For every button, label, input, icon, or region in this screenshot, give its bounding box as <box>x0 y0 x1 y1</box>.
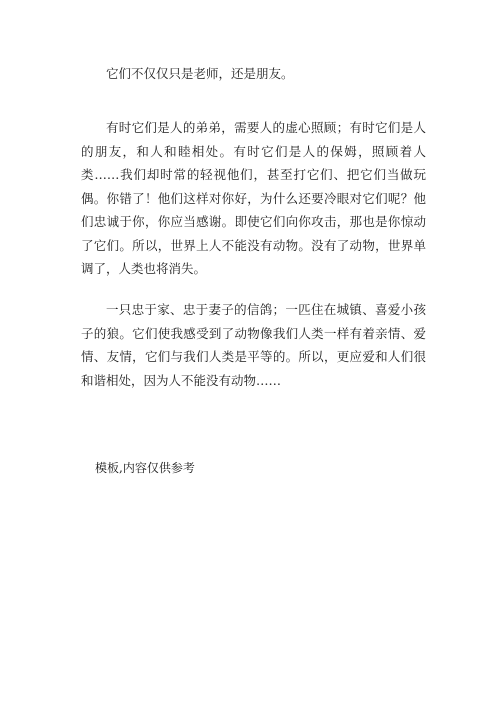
template-footer-note: 模板,内容仅供参考 <box>95 461 195 475</box>
paragraph-2: 有时它们是人的弟弟，需要人的虚心照顾；有时它们是人的朋友，和人和睦相处。有时它们是人的保姆，照顾着人类……我们却时常的轻视他们，甚至打它们、把它们当做玩偶。你错了！他们这样对你好，为什么还要冷眼对它们呢？他们忠诚于你，你应当感谢。即使它们向你攻击，那也是你惊动了它们。所以，世界上人不能没有动物。没有了动物，世界单调了，人类也将消失。 <box>81 120 426 276</box>
paragraph-3: 一只忠于家、忠于妻子的信鸽；一匹住在城镇、喜爱小孩子的狼。它们使我感受到了动物像我们人类一样有着亲情、爱情、友情，它们与我们人类是平等的。所以，更应爱和人们很和谐相处，因为人不能没有动物…… <box>81 302 426 388</box>
paragraph-1: 它们不仅仅只是老师，还是朋友。 <box>106 66 294 81</box>
